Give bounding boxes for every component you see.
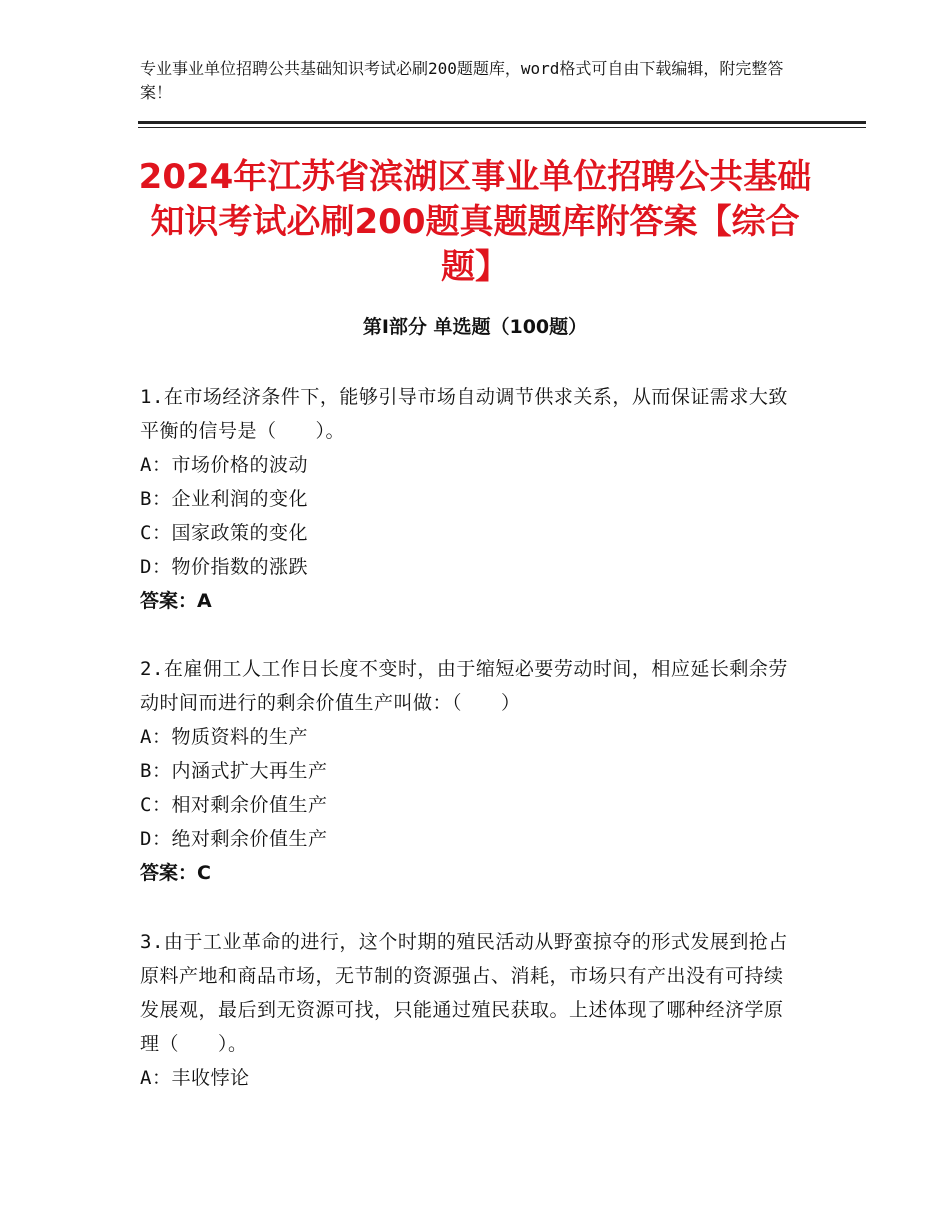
answer-label: 答案：A xyxy=(140,590,212,612)
question-text: 3.由于工业革命的进行，这个时期的殖民活动从野蛮掠夺的形式发展到抢占原料产地和商品市场，无节制的资源强占、消耗，市场只有产出没有可持续发展观，最后到无资源可找，只能通过殖民获取。上述体现了哪种经济学原理（ ）。 xyxy=(140,931,788,1055)
document-title: 2024年江苏省滨湖区事业单位招聘公共基础知识考试必刷200题真题题库附答案【综合题】 xyxy=(138,157,812,287)
option-d: D：绝对剩余价值生产 xyxy=(140,828,328,850)
option-c: C：相对剩余价值生产 xyxy=(140,794,328,816)
header-divider-thin xyxy=(138,127,866,128)
question-text: 1.在市场经济条件下，能够引导市场自动调节供求关系，从而保证需求大致平衡的信号是（ ）。 xyxy=(140,386,788,442)
question-3 xyxy=(140,925,800,1095)
header-note: 专业事业单位招聘公共基础知识考试必刷200题题库，word格式可自由下载编辑，附完整答案！ xyxy=(140,59,784,102)
question-2 xyxy=(140,652,800,890)
option-a: A：市场价格的波动 xyxy=(140,454,308,476)
header-divider-thick xyxy=(138,121,866,124)
option-b: B：内涵式扩大再生产 xyxy=(140,760,328,782)
answer-label: 答案：C xyxy=(140,862,211,884)
option-a: A：物质资料的生产 xyxy=(140,726,308,748)
option-a: A：丰收悖论 xyxy=(140,1067,250,1089)
question-text: 2.在雇佣工人工作日长度不变时，由于缩短必要劳动时间，相应延长剩余劳动时间而进行的剩余价值生产叫做：（ ） xyxy=(140,658,788,714)
option-b: B：企业利润的变化 xyxy=(140,488,308,510)
section-title: 第Ⅰ部分 单选题（100题） xyxy=(362,316,588,338)
option-d: D：物价指数的涨跌 xyxy=(140,556,308,578)
question-1 xyxy=(140,380,800,618)
option-c: C：国家政策的变化 xyxy=(140,522,308,544)
